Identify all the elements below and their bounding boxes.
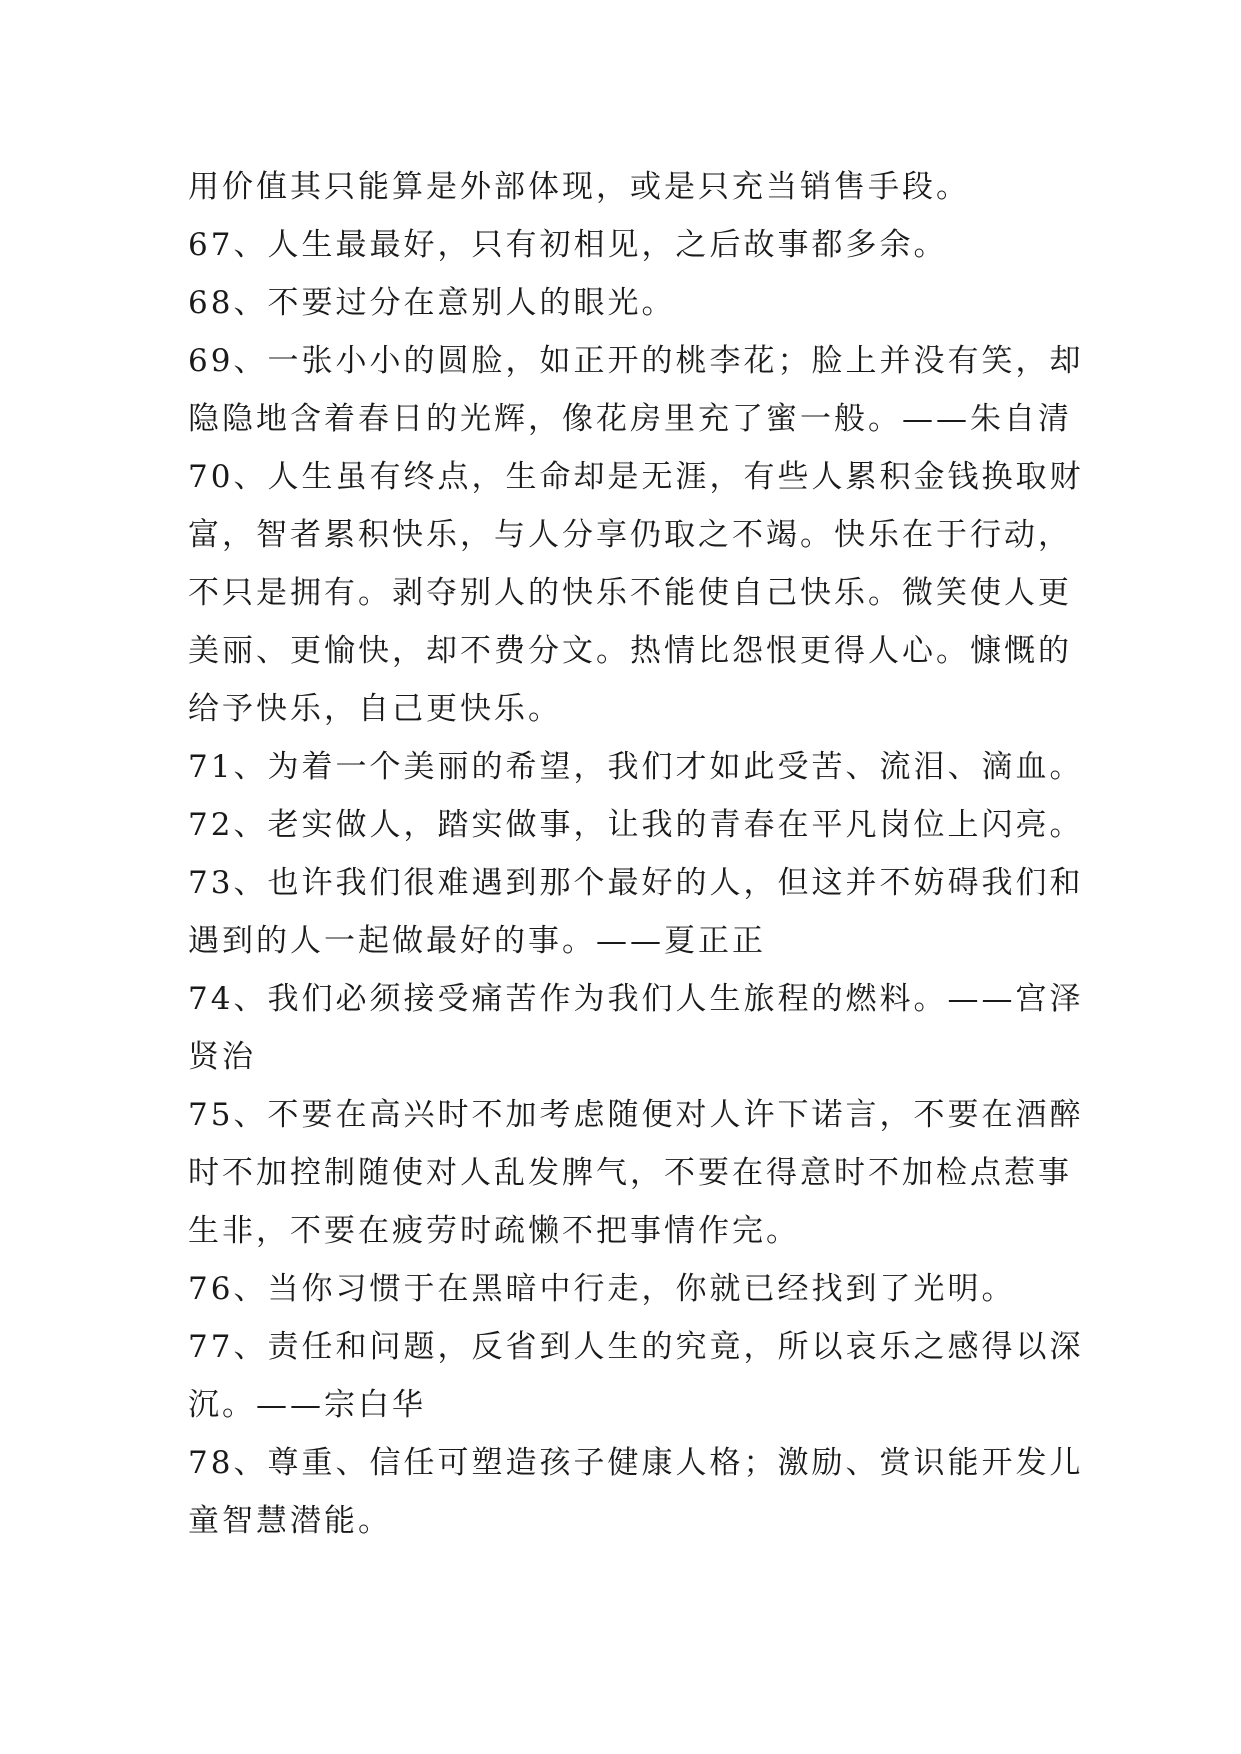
text-line: 69、一张小小的圆脸，如正开的桃李花；脸上并没有笑，却: [188, 343, 1084, 379]
text-line: 78、尊重、信任可塑造孩子健康人格；激励、赏识能开发儿: [188, 1445, 1084, 1481]
text-line: 童智慧潜能。: [188, 1503, 392, 1539]
text-line: 74、我们必须接受痛苦作为我们人生旅程的燃料。——宫泽: [188, 981, 1084, 1017]
text-line: 71、为着一个美丽的希望，我们才如此受苦、流泪、滴血。: [188, 749, 1084, 785]
text-line: 用价值其只能算是外部体现，或是只充当销售手段。: [188, 169, 970, 205]
text-line: 67、人生最最好，只有初相见，之后故事都多余。: [188, 227, 948, 263]
text-line: 遇到的人一起做最好的事。——夏正正: [188, 923, 766, 959]
quote-text-block: [188, 158, 1084, 1550]
text-line: 生非，不要在疲劳时疏懒不把事情作完。: [188, 1213, 800, 1249]
text-line: 76、当你习惯于在黑暗中行走，你就已经找到了光明。: [188, 1271, 1016, 1307]
text-line: 不只是拥有。剥夺别人的快乐不能使自己快乐。微笑使人更: [188, 575, 1072, 611]
text-line: 72、老实做人，踏实做事，让我的青春在平凡岗位上闪亮。: [188, 807, 1084, 843]
text-line: 77、责任和问题，反省到人生的究竟，所以哀乐之感得以深: [188, 1329, 1084, 1365]
text-line: 沉。——宗白华: [188, 1387, 426, 1423]
text-line: 美丽、更愉快，却不费分文。热情比怨恨更得人心。慷慨的: [188, 633, 1072, 669]
text-line: 隐隐地含着春日的光辉，像花房里充了蜜一般。——朱自清: [188, 401, 1072, 437]
text-line: 75、不要在高兴时不加考虑随便对人许下诺言，不要在酒醉: [188, 1097, 1084, 1133]
text-line: 73、也许我们很难遇到那个最好的人，但这并不妨碍我们和: [188, 865, 1084, 901]
text-line: 给予快乐，自己更快乐。: [188, 691, 562, 727]
text-line: 时不加控制随使对人乱发脾气，不要在得意时不加检点惹事: [188, 1155, 1072, 1191]
text-line: 70、人生虽有终点，生命却是无涯，有些人累积金钱换取财: [188, 459, 1084, 495]
text-line: 68、不要过分在意别人的眼光。: [188, 285, 676, 321]
text-line: 富，智者累积快乐，与人分享仍取之不竭。快乐在于行动，: [188, 517, 1072, 553]
text-line: 贤治: [188, 1039, 256, 1075]
